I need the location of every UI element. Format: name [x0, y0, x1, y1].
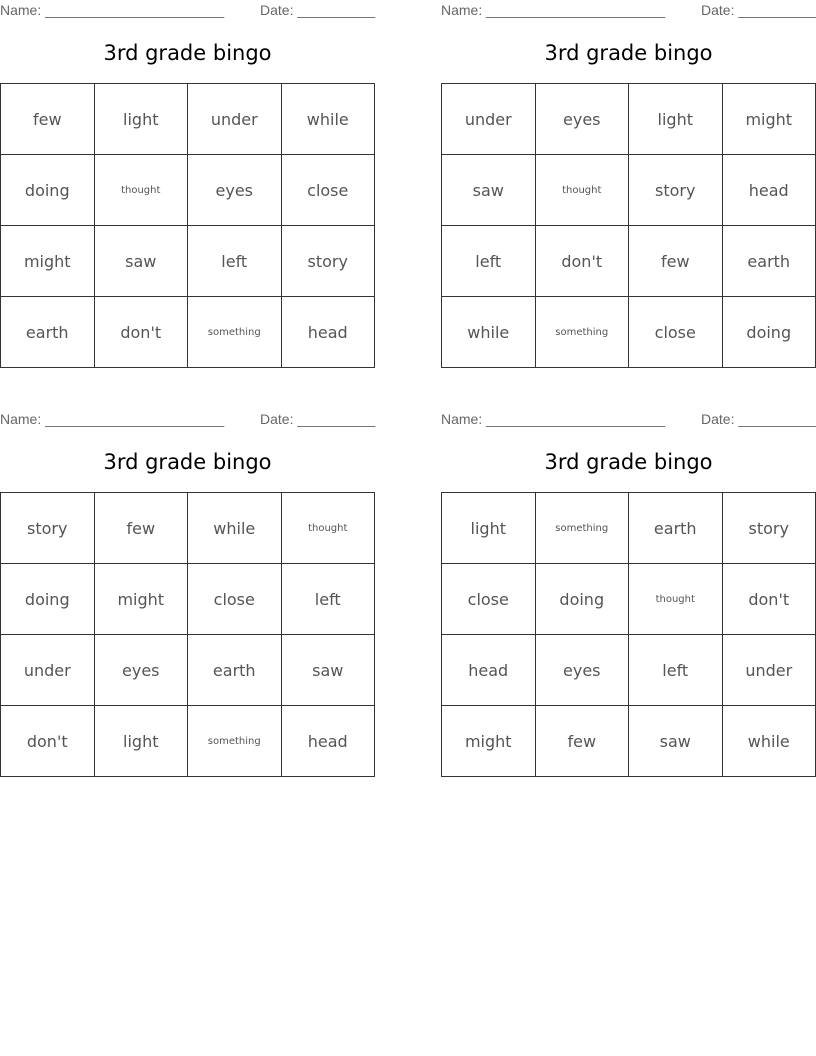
- bingo-cell[interactable]: head: [442, 635, 536, 706]
- bingo-cell[interactable]: left: [188, 226, 282, 297]
- bingo-cell[interactable]: thought: [535, 155, 629, 226]
- bingo-cell[interactable]: few: [535, 706, 629, 777]
- card-header: [441, 411, 816, 429]
- bingo-cell[interactable]: thought: [629, 564, 723, 635]
- bingo-cell[interactable]: doing: [1, 155, 95, 226]
- bingo-grid: [0, 83, 375, 368]
- card-header: [441, 2, 816, 20]
- name-field[interactable]: Name: _______________________: [441, 2, 666, 18]
- bingo-cell[interactable]: doing: [535, 564, 629, 635]
- card-title: 3rd grade bingo: [544, 450, 713, 474]
- bingo-cell[interactable]: few: [94, 493, 188, 564]
- bingo-cell[interactable]: eyes: [94, 635, 188, 706]
- name-field[interactable]: Name: _______________________: [441, 411, 666, 427]
- bingo-cell[interactable]: eyes: [535, 84, 629, 155]
- bingo-cell[interactable]: thought: [281, 493, 375, 564]
- bingo-cell[interactable]: saw: [442, 155, 536, 226]
- card-header: [0, 2, 375, 20]
- bingo-cell[interactable]: story: [281, 226, 375, 297]
- date-field[interactable]: Date: __________: [701, 411, 816, 427]
- bingo-cell[interactable]: under: [722, 635, 816, 706]
- bingo-cell[interactable]: eyes: [535, 635, 629, 706]
- name-field[interactable]: Name: _______________________: [0, 2, 225, 18]
- bingo-cell[interactable]: something: [188, 297, 282, 368]
- bingo-grid: [441, 83, 816, 368]
- bingo-cell[interactable]: don't: [535, 226, 629, 297]
- bingo-cell[interactable]: light: [629, 84, 723, 155]
- bingo-cell[interactable]: light: [94, 706, 188, 777]
- card-title: 3rd grade bingo: [103, 450, 272, 474]
- bingo-cell[interactable]: might: [722, 84, 816, 155]
- bingo-cell[interactable]: under: [1, 635, 95, 706]
- bingo-card-2: [441, 0, 816, 370]
- bingo-cell[interactable]: head: [281, 297, 375, 368]
- bingo-cell[interactable]: left: [281, 564, 375, 635]
- card-header: [0, 411, 375, 429]
- bingo-cell[interactable]: don't: [722, 564, 816, 635]
- bingo-cell[interactable]: while: [281, 84, 375, 155]
- bingo-cell[interactable]: while: [442, 297, 536, 368]
- bingo-card-3: [0, 409, 375, 779]
- bingo-cell[interactable]: story: [1, 493, 95, 564]
- date-field[interactable]: Date: __________: [260, 411, 376, 427]
- bingo-cell[interactable]: don't: [94, 297, 188, 368]
- bingo-cell[interactable]: thought: [94, 155, 188, 226]
- bingo-cell[interactable]: saw: [281, 635, 375, 706]
- bingo-cell[interactable]: light: [94, 84, 188, 155]
- bingo-cell[interactable]: while: [188, 493, 282, 564]
- bingo-cell[interactable]: while: [722, 706, 816, 777]
- bingo-cell[interactable]: head: [281, 706, 375, 777]
- card-title: 3rd grade bingo: [544, 41, 713, 65]
- bingo-cell[interactable]: close: [281, 155, 375, 226]
- bingo-cell[interactable]: close: [442, 564, 536, 635]
- bingo-cell[interactable]: close: [629, 297, 723, 368]
- bingo-cell[interactable]: few: [1, 84, 95, 155]
- bingo-cell[interactable]: something: [535, 297, 629, 368]
- bingo-cell[interactable]: left: [442, 226, 536, 297]
- bingo-cell[interactable]: earth: [1, 297, 95, 368]
- bingo-cell[interactable]: might: [1, 226, 95, 297]
- bingo-cell[interactable]: doing: [1, 564, 95, 635]
- bingo-cell[interactable]: earth: [629, 493, 723, 564]
- bingo-cell[interactable]: something: [535, 493, 629, 564]
- date-field[interactable]: Date: __________: [701, 2, 816, 18]
- bingo-grid: [441, 492, 816, 777]
- bingo-cell[interactable]: light: [442, 493, 536, 564]
- bingo-grid: [0, 492, 375, 777]
- bingo-card-4: [441, 409, 816, 779]
- bingo-cell[interactable]: something: [188, 706, 282, 777]
- bingo-cell[interactable]: doing: [722, 297, 816, 368]
- bingo-cell[interactable]: eyes: [188, 155, 282, 226]
- bingo-card-1: [0, 0, 375, 370]
- bingo-cell[interactable]: under: [188, 84, 282, 155]
- bingo-cell[interactable]: earth: [722, 226, 816, 297]
- bingo-cell[interactable]: saw: [94, 226, 188, 297]
- bingo-cell[interactable]: under: [442, 84, 536, 155]
- date-field[interactable]: Date: __________: [260, 2, 376, 18]
- bingo-cell[interactable]: head: [722, 155, 816, 226]
- bingo-cell[interactable]: saw: [629, 706, 723, 777]
- bingo-cell[interactable]: close: [188, 564, 282, 635]
- bingo-cell[interactable]: don't: [1, 706, 95, 777]
- bingo-cell[interactable]: might: [94, 564, 188, 635]
- name-field[interactable]: Name: _______________________: [0, 411, 225, 427]
- bingo-cell[interactable]: story: [722, 493, 816, 564]
- bingo-cell[interactable]: earth: [188, 635, 282, 706]
- bingo-cell[interactable]: story: [629, 155, 723, 226]
- bingo-cell[interactable]: left: [629, 635, 723, 706]
- bingo-cell[interactable]: few: [629, 226, 723, 297]
- bingo-cell[interactable]: might: [442, 706, 536, 777]
- card-title: 3rd grade bingo: [103, 41, 272, 65]
